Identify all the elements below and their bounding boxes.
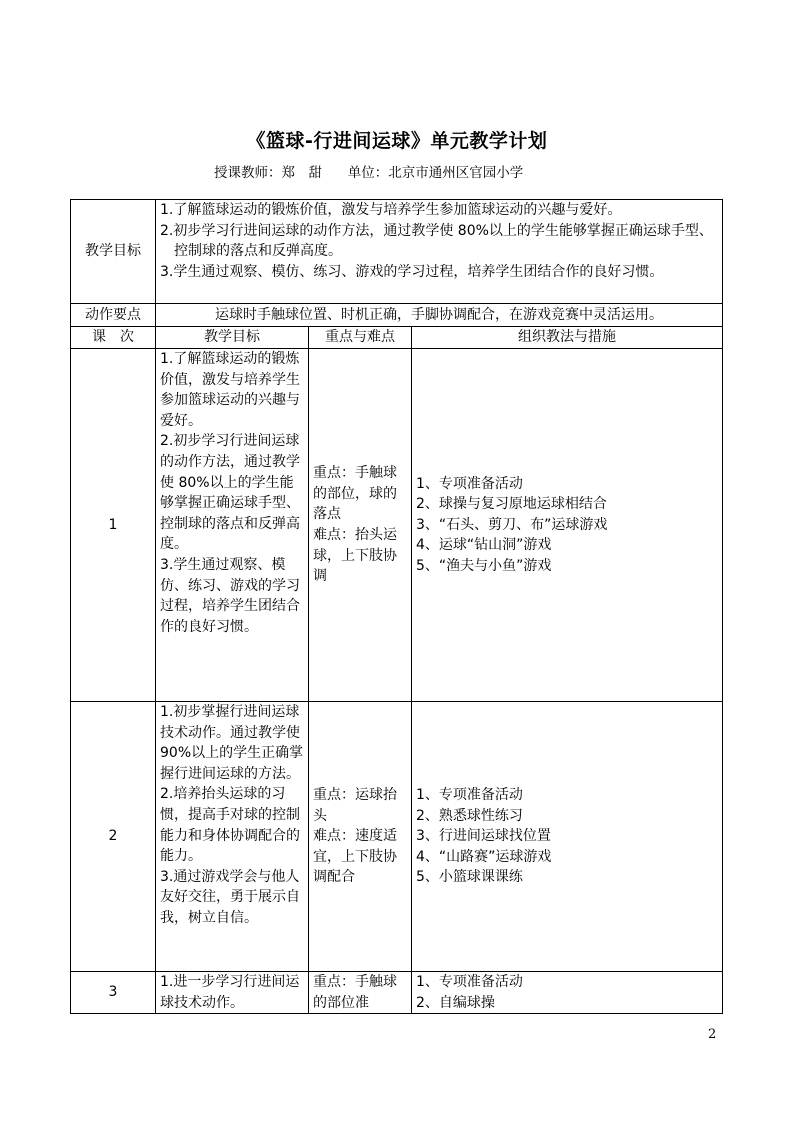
lesson-focus (309, 702, 412, 972)
method-item: 5、小篮球课课练 (416, 869, 523, 886)
objective-item: 3.学生通过观察、模仿、练习、游戏的学习过程，培养学生团结合作的良好习惯。 (160, 263, 664, 280)
focus-item: 重点：运球抬头 (313, 787, 397, 824)
key-points-row (71, 304, 723, 327)
column-header: 组织教法与措施 (412, 327, 723, 349)
method-item: 1、专项准备活动 (416, 475, 523, 492)
lesson-number: 3 (71, 972, 156, 1014)
goal-item: 3.学生通过观察、模仿、练习、游戏的学习过程，培养学生团结合作的良好习惯。 (160, 556, 300, 635)
goal-item: 3.通过游戏学会与他人友好交往，勇于展示自我，树立自信。 (160, 868, 300, 926)
lesson-row (71, 972, 723, 1014)
teacher-name: 郑 甜 (281, 165, 322, 181)
focus-item: 难点：速度适宜，上下肢协调配合 (313, 828, 397, 886)
method-item: 3、行进间运球找位置 (416, 828, 551, 845)
lesson-number: 2 (71, 702, 156, 972)
lesson-focus (309, 972, 412, 1014)
lesson-focus (309, 349, 412, 702)
unit-label: 单位： (347, 165, 389, 181)
lesson-methods (412, 972, 723, 1014)
goal-item: 1.了解篮球运动的锻炼价值，激发与培养学生参加篮球运动的兴趣与爱好。 (160, 351, 300, 429)
method-item: 5、“渔夫与小鱼”游戏 (416, 557, 552, 574)
unit-name: 北京市通州区官园小学 (388, 165, 524, 181)
objectives-label: 教学目标 (71, 200, 156, 304)
page-number: 2 (708, 1027, 717, 1042)
lesson-row (71, 349, 723, 702)
method-item: 2、球操与复习原地运球相结合 (416, 496, 607, 513)
goal-item: 1.进一步学习行进间运球技术动作。 (160, 974, 300, 1011)
lesson-goals (156, 349, 309, 702)
method-item: 2、自编球操 (416, 994, 495, 1011)
method-item: 1、专项准备活动 (416, 787, 523, 804)
key-points-text: 运球时手触球位置、时机正确，手脚协调配合，在游戏竞赛中灵活运用。 (156, 304, 723, 327)
lesson-methods (412, 702, 723, 972)
column-header: 重点与难点 (309, 327, 412, 349)
method-item: 2、熟悉球性练习 (416, 807, 523, 824)
goal-item: 1.初步掌握行进间运球技术动作。通过教学使 90%以上的学生正确掌握行进间运球的方法。 (160, 704, 304, 782)
lesson-number: 1 (71, 349, 156, 702)
plan-table (70, 199, 723, 1014)
method-item: 1、专项准备活动 (416, 974, 523, 990)
objectives-row (71, 200, 723, 304)
column-header: 教学目标 (156, 327, 309, 349)
objectives-cell (156, 200, 723, 304)
teacher-label: 授课教师： (214, 165, 282, 181)
method-item: 4、“山路赛”运球游戏 (416, 848, 552, 865)
method-item: 4、运球“钻山洞”游戏 (416, 537, 552, 554)
goal-item: 2.培养抬头运球的习惯，提高手对球的控制能力和身体协调配合的能力。 (160, 786, 300, 865)
page-title: 《篮球-行进间运球》单元教学计划 (246, 130, 548, 152)
subtitle (214, 161, 523, 181)
lesson-row (71, 702, 723, 972)
focus-item: 难点：抬头运球，上下肢协调 (313, 527, 397, 585)
key-points-label: 动作要点 (71, 304, 156, 327)
objective-item: 2.初步学习行进间运球的动作方法，通过教学使 80%以上的学生能够掌握正确运球手型、控制球的落点和反弹高度。 (160, 222, 713, 260)
goal-item: 2.初步学习行进间运球的动作方法，通过教学使 80%以上的学生能够掌握正确运球手型、控制球的落点和反弹高度。 (160, 433, 300, 553)
lesson-goals (156, 972, 309, 1014)
lesson-goals (156, 702, 309, 972)
method-item: 3、“石头、剪刀、布”运球游戏 (416, 516, 608, 533)
objective-item: 1.了解篮球运动的锻炼价值，激发与培养学生参加篮球运动的兴趣与爱好。 (160, 202, 622, 218)
focus-item: 重点：手触球的部位准 (313, 974, 397, 1011)
column-header-row (71, 327, 723, 349)
column-header: 课 次 (71, 327, 156, 349)
focus-item: 重点：手触球的部位，球的落点 (313, 465, 397, 523)
lesson-methods (412, 349, 723, 702)
